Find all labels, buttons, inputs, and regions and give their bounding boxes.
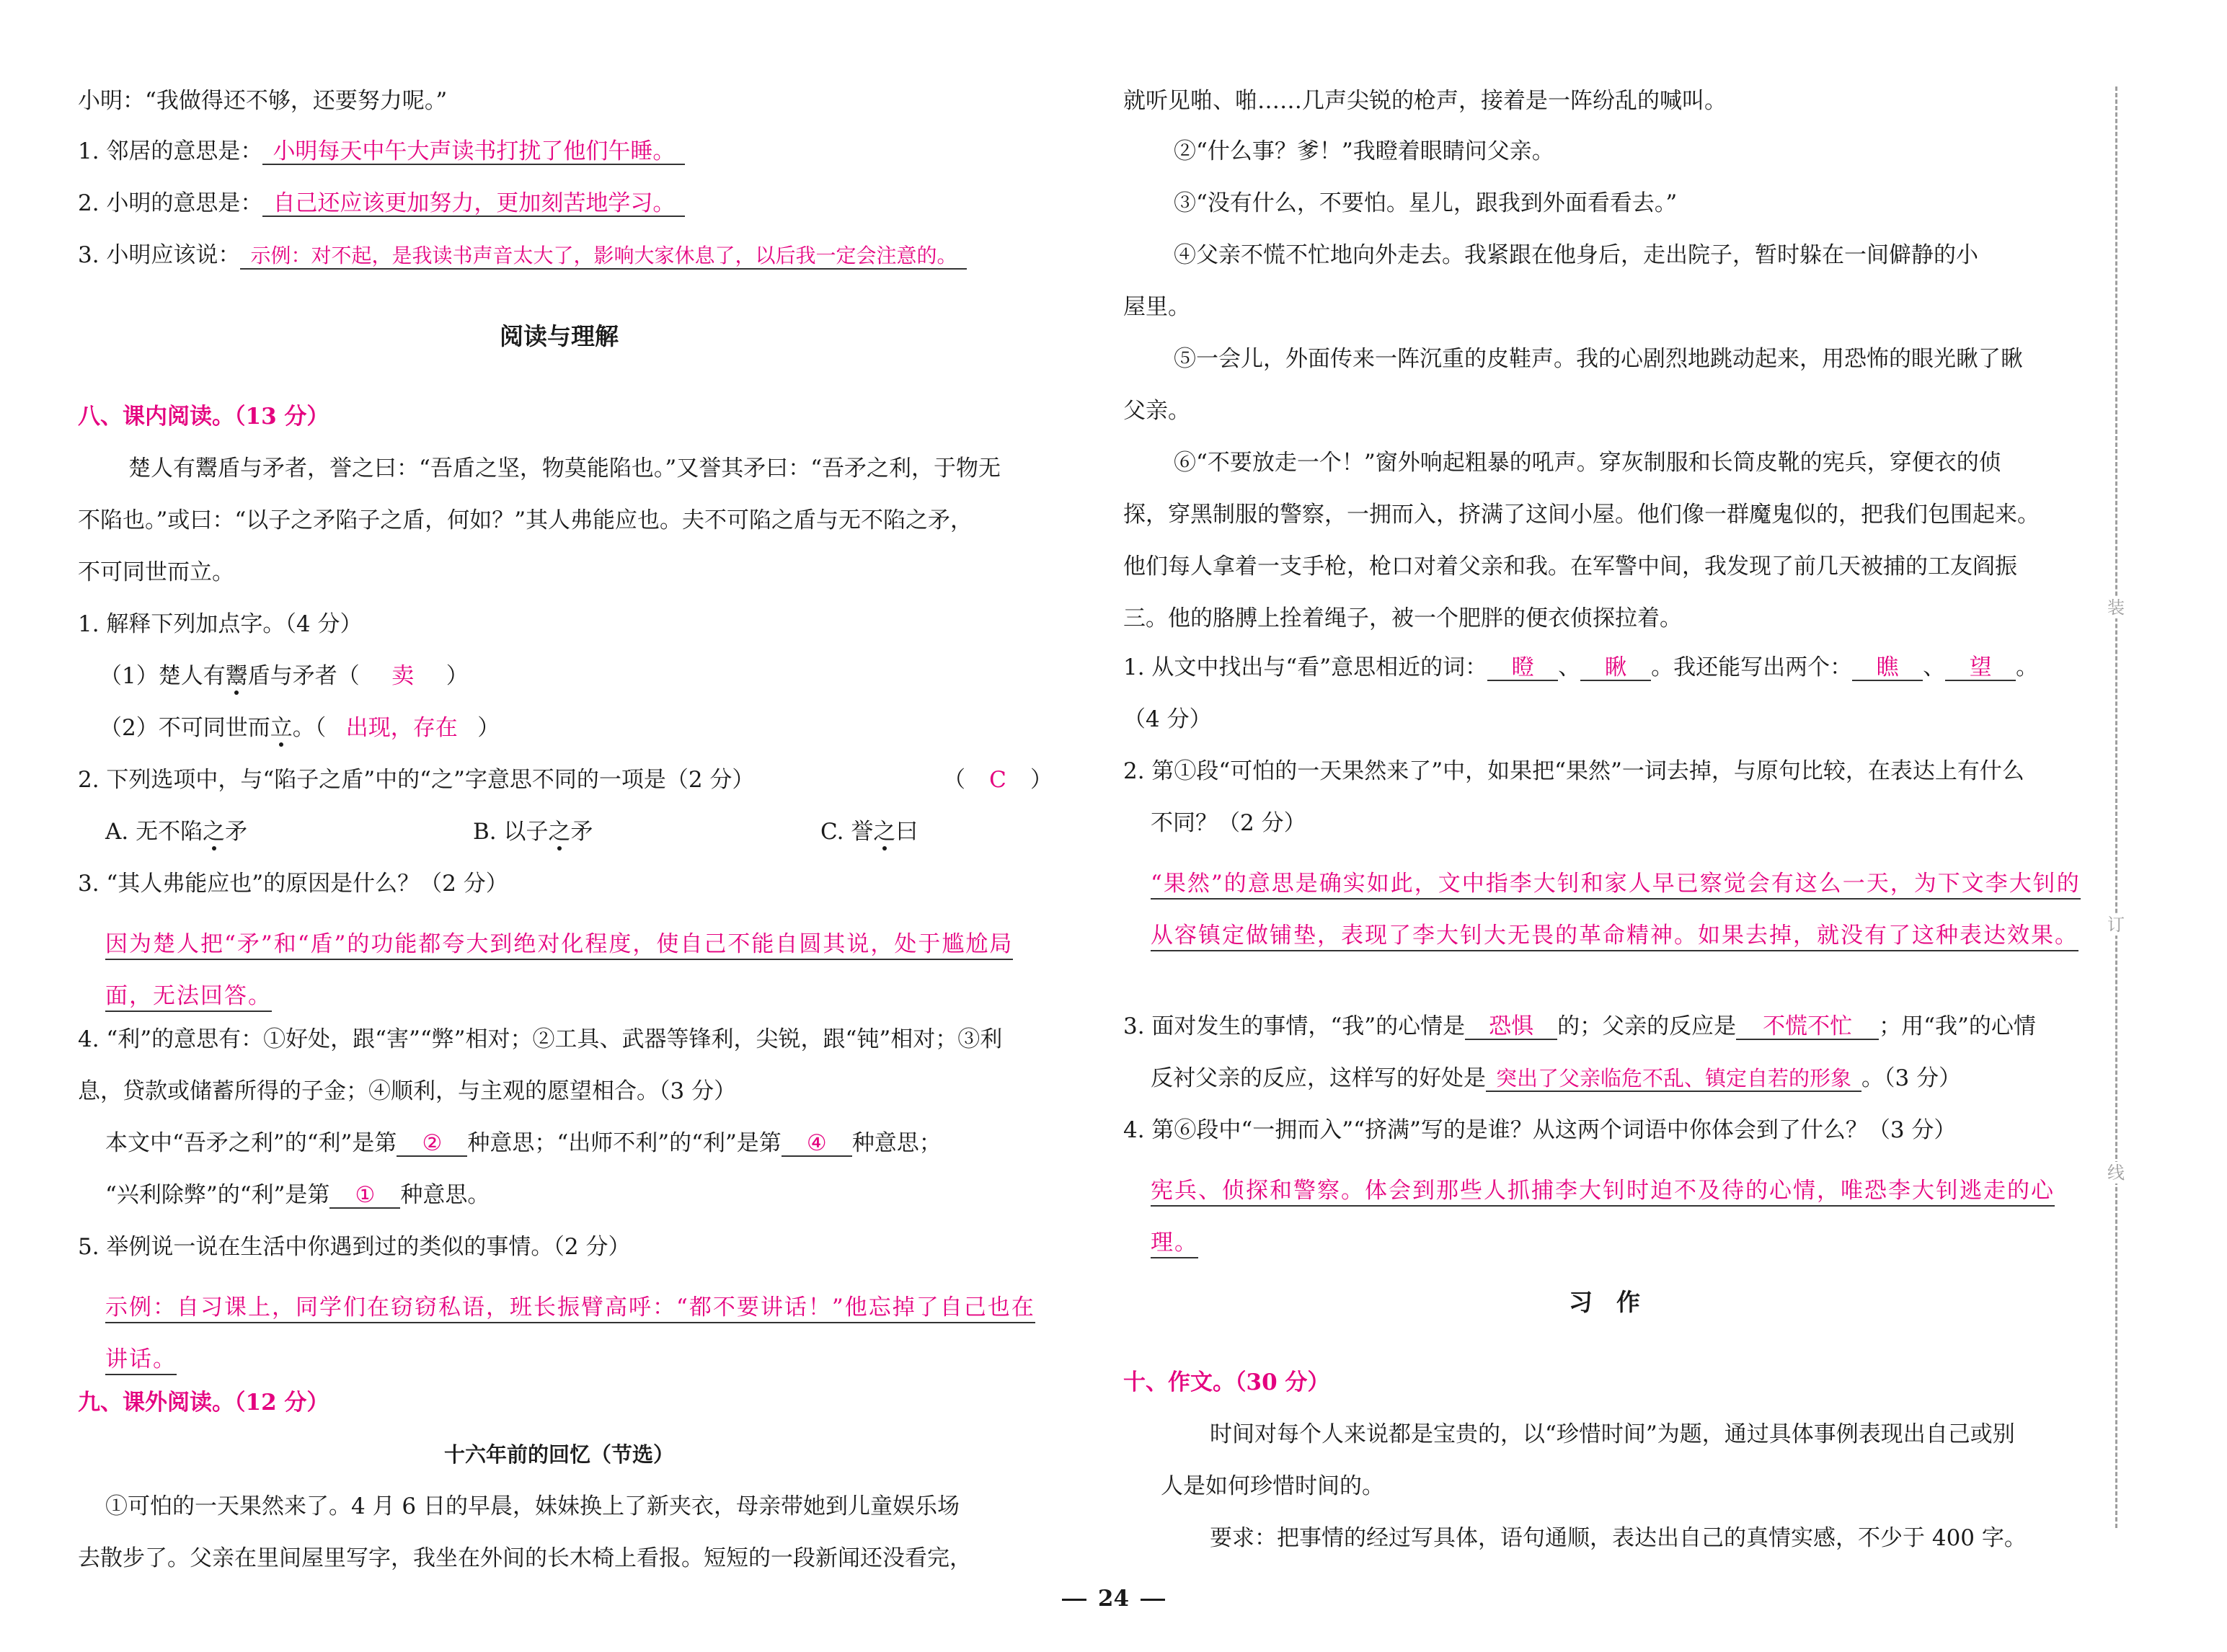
writing-prompt: 时间对每个人来说都是宝贵的，以“珍惜时间”为题，通过具体事例表现出自己或别 (1210, 1421, 2015, 1447)
paragraph-5: ⑤一会儿，外面传来一阵沉重的皮鞋声。我的心剧烈地跳动起来，用恐怖的眼光瞅了瞅 (1174, 346, 2023, 372)
paragraph-line: 就听见啪、啪……几声尖锐的枪声，接着是一阵纷乱的喊叫。 (1123, 88, 1727, 114)
paragraph-4-cont: 屋里。 (1123, 294, 1190, 320)
answer-9-1-3: 瞧 (1852, 655, 1923, 681)
answer-2: 自己还应该更加努力，更加刻苦地学习。 (262, 191, 685, 217)
paragraph-6-cont: 三。他的胳膊上拴着绳子，被一个肥胖的便衣侦探拉着。 (1123, 605, 1682, 631)
answer-9-1-4: 望 (1945, 655, 2016, 681)
dialogue-line: 小明：“我做得还不够，还要努力呢。” (78, 88, 448, 114)
answer-9-1-1: 瞪 (1487, 655, 1558, 681)
question-9-2-cont: 不同？（2 分） (1151, 810, 1306, 836)
question-2: 2. 小明的意思是： 自己还应该更加努力，更加刻苦地学习。 (78, 187, 685, 219)
answer-9-1-2: 瞅 (1580, 655, 1651, 681)
section-heading-reading: 阅读与理解 (500, 322, 619, 350)
question-8-5: 5. 举例说一说在生活中你遇到过的类似的事情。（2 分） (78, 1234, 631, 1260)
answer-8-2: （ C ） (943, 767, 1053, 793)
section-8-title: 八、课内阅读。（13 分） (78, 404, 329, 430)
question-8-4-cont: 息，贷款或储蓄所得的子金；④顺利，与主观的愿望相合。（3 分） (78, 1078, 737, 1104)
option-a: A. 无不陷之矛 (105, 819, 248, 845)
paragraph-line: 去散步了。父亲在里间屋里写字，我坐在外间的长木椅上看报。短短的一段新闻还没看完， (78, 1545, 972, 1571)
writing-requirements: 要求：把事情的经过写具体，语句通顺，表达出自己的真情实感，不少于 400 字。 (1210, 1525, 2027, 1551)
answer-8-3: 因为楚人把“矛”和“盾”的功能都夸大到绝对化程度，使自己不能自圆其说，处于尴尬局面，无法回答。 (105, 918, 1035, 1022)
paragraph-4: ④父亲不慌不忙地向外走去。我紧跟在他身后，走出院子，暂时躲在一间僻静的小 (1174, 242, 1978, 268)
question-9-1-score: （4 分） (1123, 706, 1212, 732)
answer-9-2: “果然”的意思是确实如此，文中指李大钊和家人早已察觉会有这么一天，为下文李大钊的从容镇定做铺垫，表现了李大钊大无畏的革命精神。如果去掉，就没有了这种表达效果。 (1151, 858, 2081, 962)
dotted-char: 立 (270, 715, 293, 741)
cut-char: 装 (2105, 597, 2127, 618)
passage-line: 不陷也。”或曰：“以子之矛陷子之盾，何如？”其人弗能应也。夫不可陷之盾与无不陷之矛， (78, 507, 973, 533)
question-8-3: 3. “其人弗能应也”的原因是什么？（2 分） (78, 871, 508, 897)
paragraph-6-cont: 他们每人拿着一支手枪，枪口对着父亲和我。在军警中间，我发现了前几天被捕的工友阎振 (1123, 554, 2017, 579)
paragraph-6-cont: 探，穿黑制服的警察，一拥而入，挤满了这间小屋。他们像一群魔鬼似的，把我们包围起来。 (1123, 502, 2040, 528)
page-number: 24 (0, 1583, 2227, 1615)
answer-9-3-2: 不慌不忙 (1736, 1014, 1879, 1040)
section-heading-writing: 习 作 (1569, 1288, 1640, 1316)
answer-8-4-3: ① (329, 1183, 400, 1209)
question-8-4-blanks2: “兴利除弊”的“利”是第 ① 种意思。 (105, 1182, 490, 1208)
cut-char: 线 (2105, 1162, 2127, 1184)
question-8-4-blanks: 本文中“吾矛之利”的“利”是第 ② 种意思；“出师不利”的“利”是第 ④ 种意思； (105, 1130, 942, 1156)
article-title: 十六年前的回忆（节选） (443, 1442, 674, 1467)
paragraph-6: ⑥“不要放走一个！”窗外响起粗暴的吼声。穿灰制服和长筒皮靴的宪兵，穿便衣的侦 (1174, 450, 2001, 476)
paragraph-5-cont: 父亲。 (1123, 398, 1190, 424)
answer-9-3-3: 突出了父亲临危不乱、镇定自若的形象 (1486, 1066, 1861, 1092)
answer-3: 示例：对不起，是我读书声音太大了，影响大家休息了，以后我一定会注意的。 (240, 244, 967, 270)
answer-1: 小明每天中午大声读书打扰了他们午睡。 (262, 139, 685, 165)
question-1: 1. 邻居的意思是： 小明每天中午大声读书打扰了他们午睡。 (78, 136, 685, 167)
passage-line: 不可同世而立。 (78, 559, 234, 585)
writing-prompt-cont: 人是如何珍惜时间的。 (1161, 1473, 1384, 1499)
question-8-1: 1. 解释下列加点字。（4 分） (78, 611, 363, 637)
answer-8-5: 示例：自习课上，同学们在窃窃私语，班长振臂高呼：“都不要讲话！”他忘掉了自己也在讲话。 (105, 1282, 1035, 1385)
question-9-1: 1. 从文中找出与“看”意思相近的词： 瞪 、 瞅 。我还能写出两个： 瞧 、 望 。 (1123, 654, 2039, 680)
answer-8-4-2: ④ (782, 1131, 852, 1157)
passage-line: 楚人有鬻盾与矛者，誉之曰：“吾盾之坚，物莫能陷也。”又誉其矛曰：“吾矛之利，于物无 (128, 456, 1001, 481)
answer-8-1b: 出现，存在 (345, 715, 458, 741)
question-8-2: 2. 下列选项中，与“陷子之盾”中的“之”字意思不同的一项是（2 分） (78, 767, 755, 793)
question-8-1b: （2）不可同世而立。（ 出现，存在 ） (99, 712, 500, 744)
question-9-4: 4. 第⑥段中“一拥而入”“挤满”写的是谁？从这两个词语中你体会到了什么？（3 分） (1123, 1117, 1957, 1143)
answer-9-4: 宪兵、侦探和警察。体会到那些人抓捕李大钊时迫不及待的心情，唯恐李大钊逃走的心理。 (1151, 1165, 2081, 1269)
question-3: 3. 小明应该说： 示例：对不起，是我读书声音太大了，影响大家休息了，以后我一定会注意的。 (78, 239, 967, 271)
cut-char: 订 (2105, 914, 2127, 936)
question-8-1a: （1）楚人有鬻盾与矛者（ 卖 ） (99, 660, 469, 692)
question-9-3-cont: 反衬父亲的反应，这样写的好处是 突出了父亲临危不乱、镇定自若的形象 。（3 分） (1151, 1065, 1962, 1091)
paragraph-line: ①可怕的一天果然来了。4 月 6 日的早晨，妹妹换上了新夹衣，母亲带她到儿童娱乐场 (105, 1493, 960, 1519)
paragraph-2: ②“什么事？爹！”我瞪着眼睛问父亲。 (1174, 138, 1554, 164)
section-10-title: 十、作文。（30 分） (1123, 1369, 1330, 1395)
question-9-3: 3. 面对发生的事情，“我”的心情是 恐惧 的；父亲的反应是 不慌不忙 ；用“我”的心情 (1123, 1013, 2036, 1039)
answer-8-4-1: ② (397, 1131, 467, 1157)
dotted-char: 鬻 (225, 663, 248, 689)
paragraph-3: ③“没有什么，不要怕。星儿，跟我到外面看看去。” (1174, 190, 1678, 216)
answer-9-3-1: 恐惧 (1465, 1014, 1557, 1040)
section-9-title: 九、课外阅读。（12 分） (78, 1390, 329, 1416)
option-b: B. 以子之矛 (473, 819, 593, 845)
option-c: C. 誉之曰 (820, 819, 918, 845)
question-8-4: 4. “利”的意思有：①好处，跟“害”“弊”相对；②工具、武器等锋利，尖锐，跟“钝”相对；③利 (78, 1026, 1003, 1052)
question-9-2: 2. 第①段“可怕的一天果然来了”中，如果把“果然”一词去掉，与原句比较，在表达上有什么 (1123, 758, 2024, 784)
binding-cut-line (2115, 86, 2117, 1528)
answer-8-1a: 卖 (391, 663, 415, 689)
